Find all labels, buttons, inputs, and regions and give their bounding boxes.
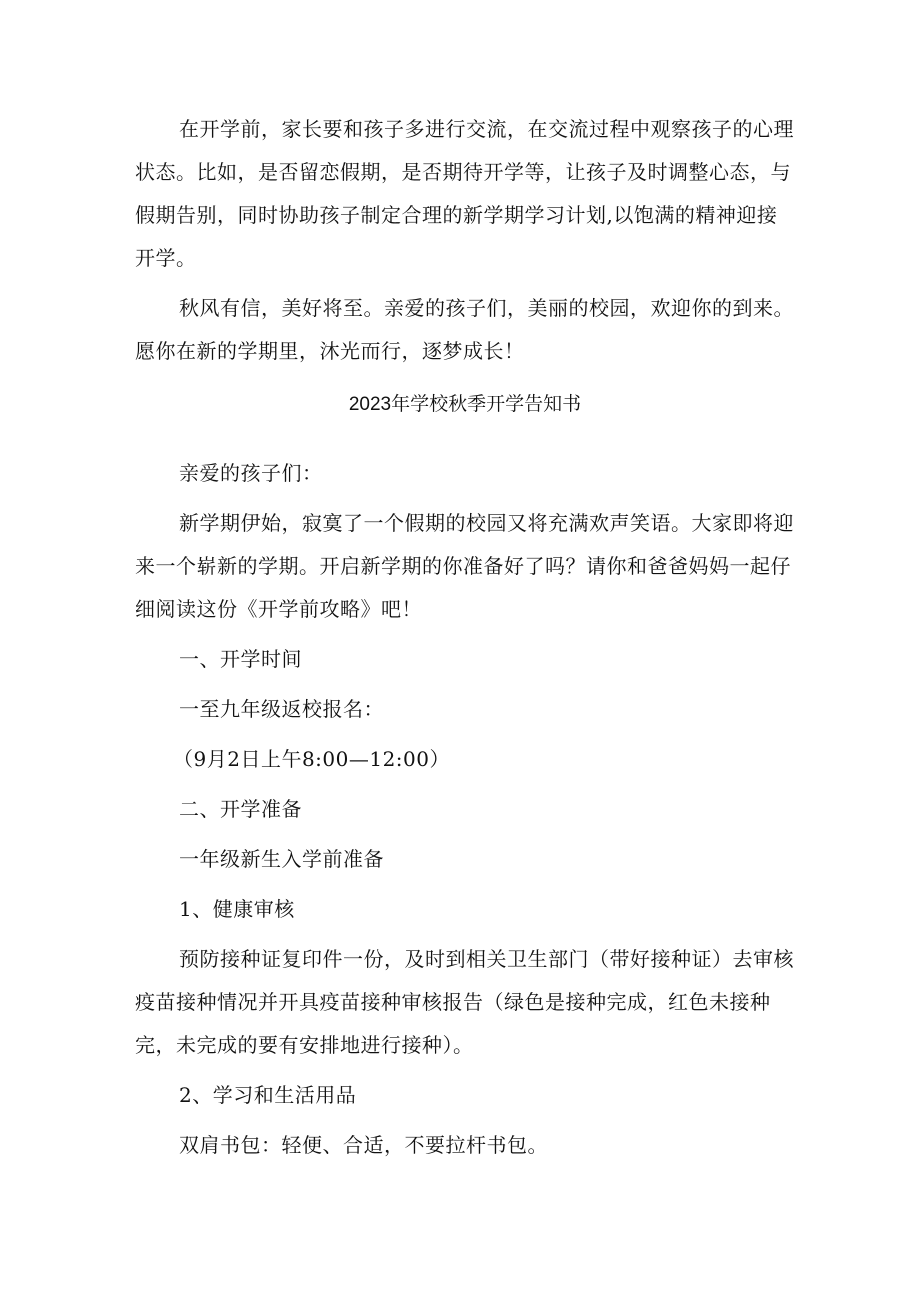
paragraph-backpack: 双肩书包：轻便、合适，不要拉杆书包。 <box>179 1133 548 1157</box>
paragraph-communication: 在开学前，家长要和孩子多进行交流，在交流过程中观察孩子的心理状态。比如，是否留恋假期，是否期待开学等，让孩子及时调整心态，与假期告别，同时协助孩子制定合理的新学期学习计划,以饱满的精神迎接开学。 <box>135 117 794 270</box>
greeting: 亲爱的孩子们： <box>179 461 323 485</box>
paragraph-intro: 新学期伊始，寂寞了一个假期的校园又将充满欢声笑语。大家即将迎来一个崭新的学期。开启新学期的你准备好了吗？请你和爸爸妈妈一起仔细阅读这份《开学前攻略》吧！ <box>135 511 794 621</box>
notice-title: 2023年学校秋季开学告知书 <box>348 394 582 415</box>
item-supplies: 2、学习和生活用品 <box>179 1083 357 1107</box>
section-heading-time: 一、开学时间 <box>179 647 302 671</box>
paragraph-vaccination: 预防接种证复印件一份，及时到相关卫生部门（带好接种证）去审核疫苗接种情况并开具疫苗接种审核报告（绿色是接种完成，红色未接种完，未完成的要有安排地进行接种）。 <box>135 947 794 1057</box>
paragraph-welcome: 秋风有信，美好将至。亲爱的孩子们，美丽的校园，欢迎你的到来。愿你在新的学期里，沐光而行，逐梦成长！ <box>135 296 794 363</box>
grade1-preparation-heading: 一年级新生入学前准备 <box>179 847 384 871</box>
registration-time: （9月2日上午8:00—12:00） <box>173 747 450 771</box>
section-heading-preparation: 二、开学准备 <box>179 797 302 821</box>
registration-label: 一至九年级返校报名： <box>179 697 384 721</box>
item-health-review: 1、健康审核 <box>179 897 295 921</box>
document-body <box>135 108 795 1174</box>
